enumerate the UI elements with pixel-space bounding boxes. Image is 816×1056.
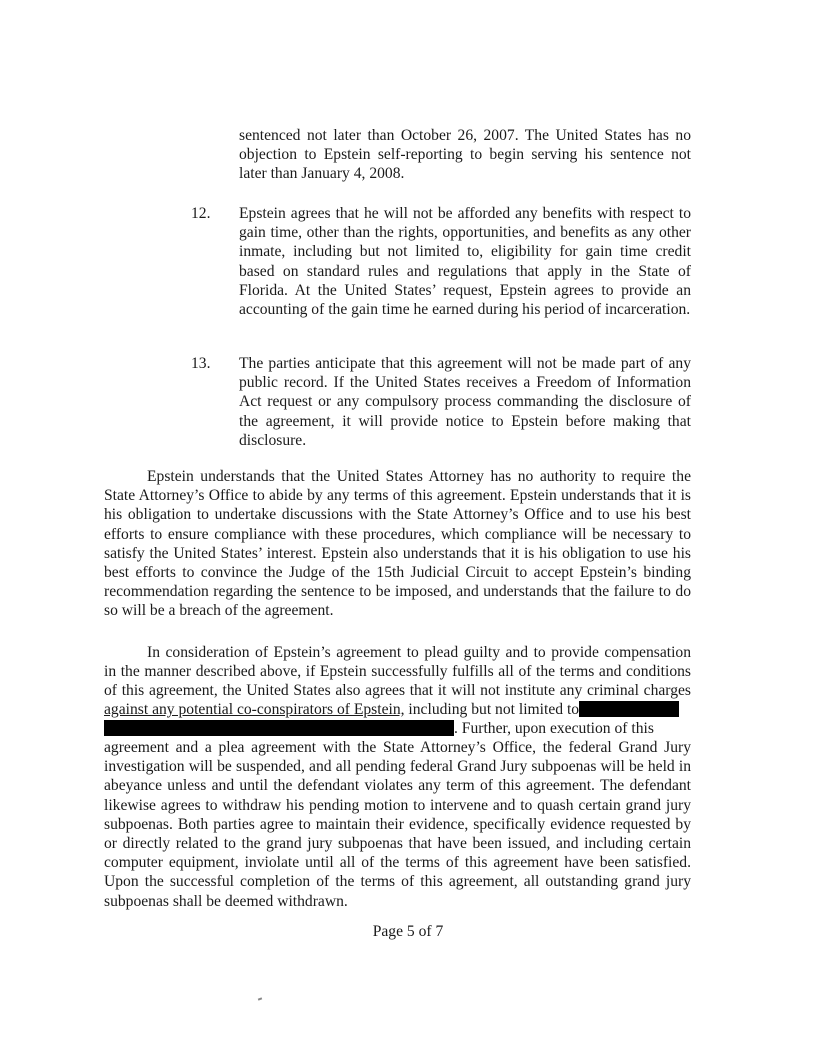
continuation-paragraph: sentenced not later than October 26, 2007. The United States has no objection to Epstein self-reporting to begin serving his sentence not later than January 4, 2008. — [239, 127, 691, 183]
consideration-line-2: in the manner described above, if Epstein successfully fulfills all of the terms and conditions — [104, 663, 691, 680]
co-conspirators-underlined-text: against any potential co-conspirators of Epstein, — [104, 701, 405, 718]
consideration-line-5-rest: . Further, upon execution of this — [454, 720, 654, 737]
consideration-rest: agreement and a plea agreement with the State Attorney’s Office, the federal Grand Jury investigation will be suspended, and all pending federal Grand Jury subpoenas will be held in abeyance unless and until the defendant violates any term of this agreement. The defendant likewise agrees to withdraw his pending motion to intervene and to quash certain grand jury subpoenas. Both parties agree to maintain their evidence, specifically evidence requested by or directly related to the grand jury subpoenas that have been issued, and including certain computer equipment, inviolate until all of the terms of this agreement have been satisfied. Upon the successful completion of the terms of this agreement, all outstanding grand jury subpoenas shall be deemed withdrawn. — [104, 739, 691, 910]
consideration-line-3: of this agreement, the United States also agrees that it will not institute any criminal charges — [104, 682, 691, 699]
scan-speck — [258, 997, 262, 1000]
redaction-box — [579, 701, 679, 717]
consideration-line-1: In consideration of Epstein’s agreement to plead guilty and to provide compensation — [147, 644, 691, 661]
page-number: Page 5 of 7 — [372, 923, 444, 940]
item-12-text: Epstein agrees that he will not be afforded any benefits with respect to gain time, other than the rights, opportunities, and benefits as any other inmate, including but not limited to, eligibility for gain time credit based on standard rules and regulations that apply in the State of Florida. At the United States’ request, Epstein agrees to provide an accounting of the gain time he earned during his period of incarceration. — [239, 205, 691, 319]
item-number-13: 13. — [191, 355, 211, 372]
understanding-paragraph: Epstein understands that the United States Attorney has no authority to require the State Attorney’s Office to abide by any terms of this agreement. Epstein understands that it is his obligation to undertake discussions with the State Attorney’s Office and to use his best efforts to ensure compliance with these procedures, which compliance will be necessary to satisfy the United States’ interest. Epstein also understands that it is his obligation to use his best efforts to convince the Judge of the 15th Judicial Circuit to accept Epstein’s binding recommendation regarding the sentence to be imposed, and understands that the failure to do so will be a breach of the agreement. — [104, 468, 691, 620]
item-13-text: The parties anticipate that this agreement will not be made part of any public record. If the United States receives a Freedom of Information Act request or any compulsory process commanding the disclosure of the agreement, it will provide notice to Epstein before making that disclosure. — [239, 355, 691, 449]
item-number-12: 12. — [191, 205, 211, 222]
consideration-line-4 — [104, 700, 691, 719]
redaction-box — [104, 720, 454, 736]
consideration-line-5 — [104, 719, 691, 738]
consideration-line-4-rest: including but not limited to — [404, 701, 580, 718]
